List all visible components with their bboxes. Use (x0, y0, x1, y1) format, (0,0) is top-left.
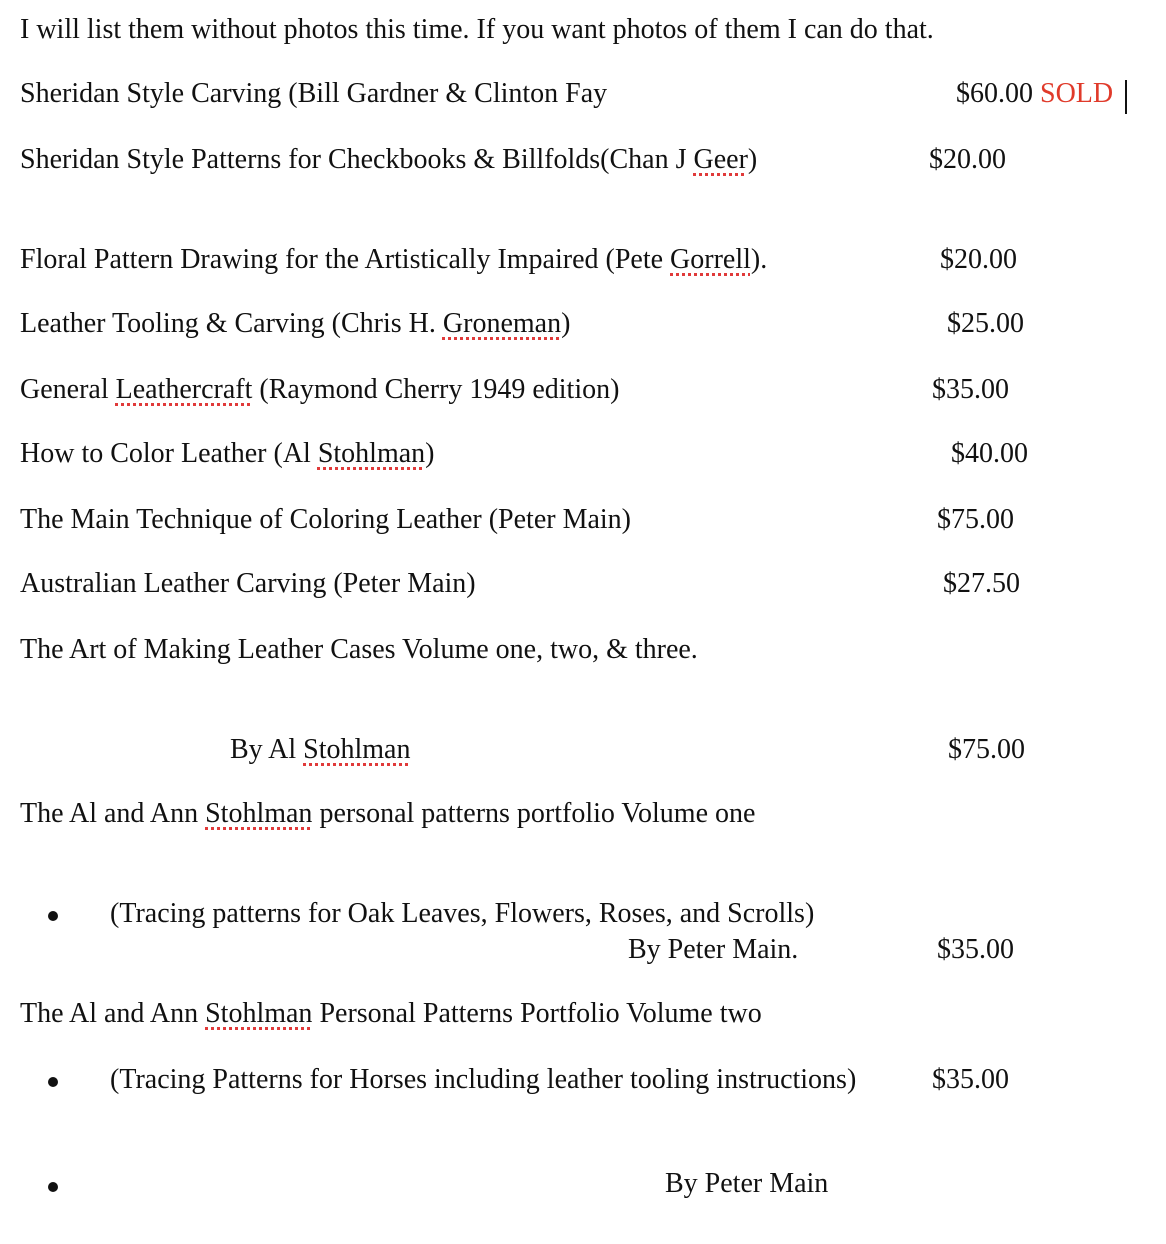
misspelled-word[interactable]: Stohlman (317, 438, 426, 469)
bullet-icon (48, 911, 58, 921)
item-title (20, 242, 767, 278)
title-part: Personal Patterns Portfolio Volume two (312, 998, 762, 1029)
item-title (20, 796, 755, 832)
title-part: The Al and Ann (20, 998, 206, 1029)
price-value: $60.00 (956, 78, 1033, 109)
item-title (20, 996, 762, 1032)
intro-text: I will list them without photos this time. If you want photos of them I can do that. (20, 14, 934, 45)
title-part: ). (750, 244, 768, 275)
item-price: $75.00 (937, 504, 1014, 535)
item-title: The Art of Making Leather Cases Volume one, two, & three. (20, 634, 698, 665)
item-title: The Main Technique of Coloring Leather (Peter Main) (20, 504, 631, 535)
item-title: Australian Leather Carving (Peter Main) (20, 568, 476, 599)
title-part: personal patterns portfolio Volume one (312, 798, 756, 829)
byline-part: By Al (230, 734, 304, 765)
item-price: $75.00 (948, 734, 1025, 765)
title-part: ) (747, 144, 758, 175)
item-price: $25.00 (947, 308, 1024, 339)
item-price: $40.00 (951, 438, 1028, 469)
item-title: Sheridan Style Carving (Bill Gardner & Clinton Fay (20, 78, 608, 109)
title-part: ) (561, 308, 571, 339)
item-title (20, 436, 435, 472)
item-title (20, 372, 619, 408)
bullet-icon (48, 1182, 58, 1192)
sold-label: SOLD (1040, 78, 1114, 109)
misspelled-word[interactable]: Gorrell (670, 244, 751, 275)
item-byline: By Peter Main (665, 1168, 829, 1199)
title-part: ) (425, 438, 435, 469)
title-part: Floral Pattern Drawing for the Artistically Impaired (Pete (20, 244, 671, 275)
item-price: $35.00 (932, 374, 1009, 405)
title-part: How to Color Leather (Al (20, 438, 318, 469)
item-description: (Tracing Patterns for Horses including leather tooling instructions) (110, 1064, 857, 1095)
item-price (956, 76, 1113, 112)
text-cursor (1125, 80, 1127, 114)
misspelled-word[interactable]: Leathercraft (115, 374, 253, 405)
bullet-icon (48, 1077, 58, 1087)
misspelled-word[interactable]: Groneman (442, 308, 562, 339)
item-byline: By Peter Main. (628, 934, 799, 965)
title-part: Sheridan Style Patterns for Checkbooks & Billfolds(Chan J (20, 144, 694, 175)
title-part: General (20, 374, 116, 405)
item-title (20, 306, 570, 342)
item-price: $27.50 (943, 568, 1020, 599)
misspelled-word[interactable]: Stohlman (303, 734, 411, 765)
item-price: $35.00 (932, 1064, 1009, 1095)
title-part: The Al and Ann (20, 798, 206, 829)
item-title (20, 142, 757, 178)
title-part: Leather Tooling & Carving (Chris H. (20, 308, 443, 339)
item-byline (230, 732, 410, 768)
item-price: $35.00 (937, 934, 1014, 965)
item-price: $20.00 (940, 244, 1017, 275)
misspelled-word[interactable]: Stohlman (205, 998, 313, 1029)
item-price: $20.00 (929, 144, 1006, 175)
misspelled-word[interactable]: Geer (693, 144, 748, 175)
title-part: (Raymond Cherry 1949 edition) (252, 374, 620, 405)
misspelled-word[interactable]: Stohlman (205, 798, 313, 829)
item-description: (Tracing patterns for Oak Leaves, Flowers, Roses, and Scrolls) (110, 898, 815, 929)
